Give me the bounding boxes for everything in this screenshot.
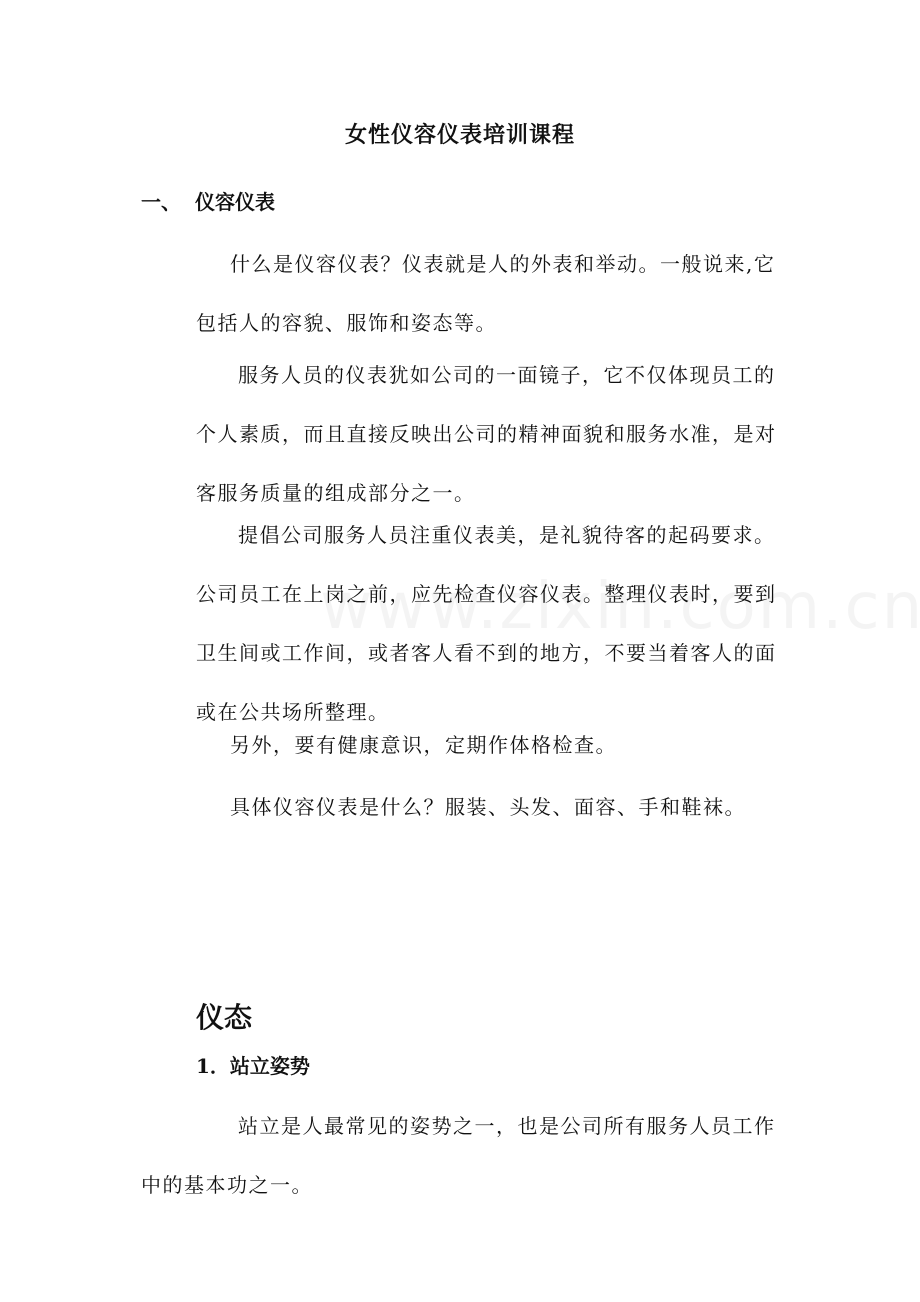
paragraph-line: 卫生间或工作间，或者客人看不到的地方，不要当着客人的面 xyxy=(196,641,777,665)
paragraph-line: 站立是人最常见的姿势之一，也是公司所有服务人员工作 xyxy=(238,1114,776,1138)
paragraph-line: 服务人员的仪表犹如公司的一面镜子，它不仅体现员工的 xyxy=(238,363,776,387)
paragraph-line: 个人素质，而且直接反映出公司的精神面貌和服务水准，是对 xyxy=(196,422,777,446)
paragraph-line: 公司员工在上岗之前，应先检查仪容仪表。整理仪表时，要到 xyxy=(196,582,777,606)
subsection-heading: 1．站立姿势 xyxy=(196,1054,310,1078)
section-heading-1 xyxy=(141,186,275,215)
paragraph-6 xyxy=(141,1097,776,1215)
paragraph-line: 包括人的容貌、服饰和姿态等。 xyxy=(196,311,497,335)
paragraph-2 xyxy=(196,346,777,523)
paragraph-line: 另外，要有健康意识，定期作体格检查。 xyxy=(230,733,617,757)
paragraph-1 xyxy=(196,235,775,353)
paragraph-5 xyxy=(196,778,746,837)
paragraph-line: 或在公共场所整理。 xyxy=(196,700,390,724)
section-heading-2: 仪态 xyxy=(196,1001,253,1034)
paragraph-4 xyxy=(196,716,617,775)
document-title: 女性仪容仪表培训课程 xyxy=(344,122,575,148)
paragraph-line: 中的基本功之一。 xyxy=(141,1173,313,1197)
section-number: 一、 xyxy=(141,190,181,214)
paragraph-line: 客服务质量的组成部分之一。 xyxy=(196,481,476,505)
paragraph-line: 具体仪容仪表是什么？服装、头发、面容、手和鞋袜。 xyxy=(230,795,746,819)
paragraph-3 xyxy=(196,506,777,742)
paragraph-line: 什么是仪容仪表？仪表就是人的外表和举动。一般说来,它 xyxy=(230,252,776,276)
paragraph-line: 提倡公司服务人员注重仪表美，是礼貌待客的起码要求。 xyxy=(238,523,776,547)
section-heading-text: 仪容仪表 xyxy=(195,190,275,214)
